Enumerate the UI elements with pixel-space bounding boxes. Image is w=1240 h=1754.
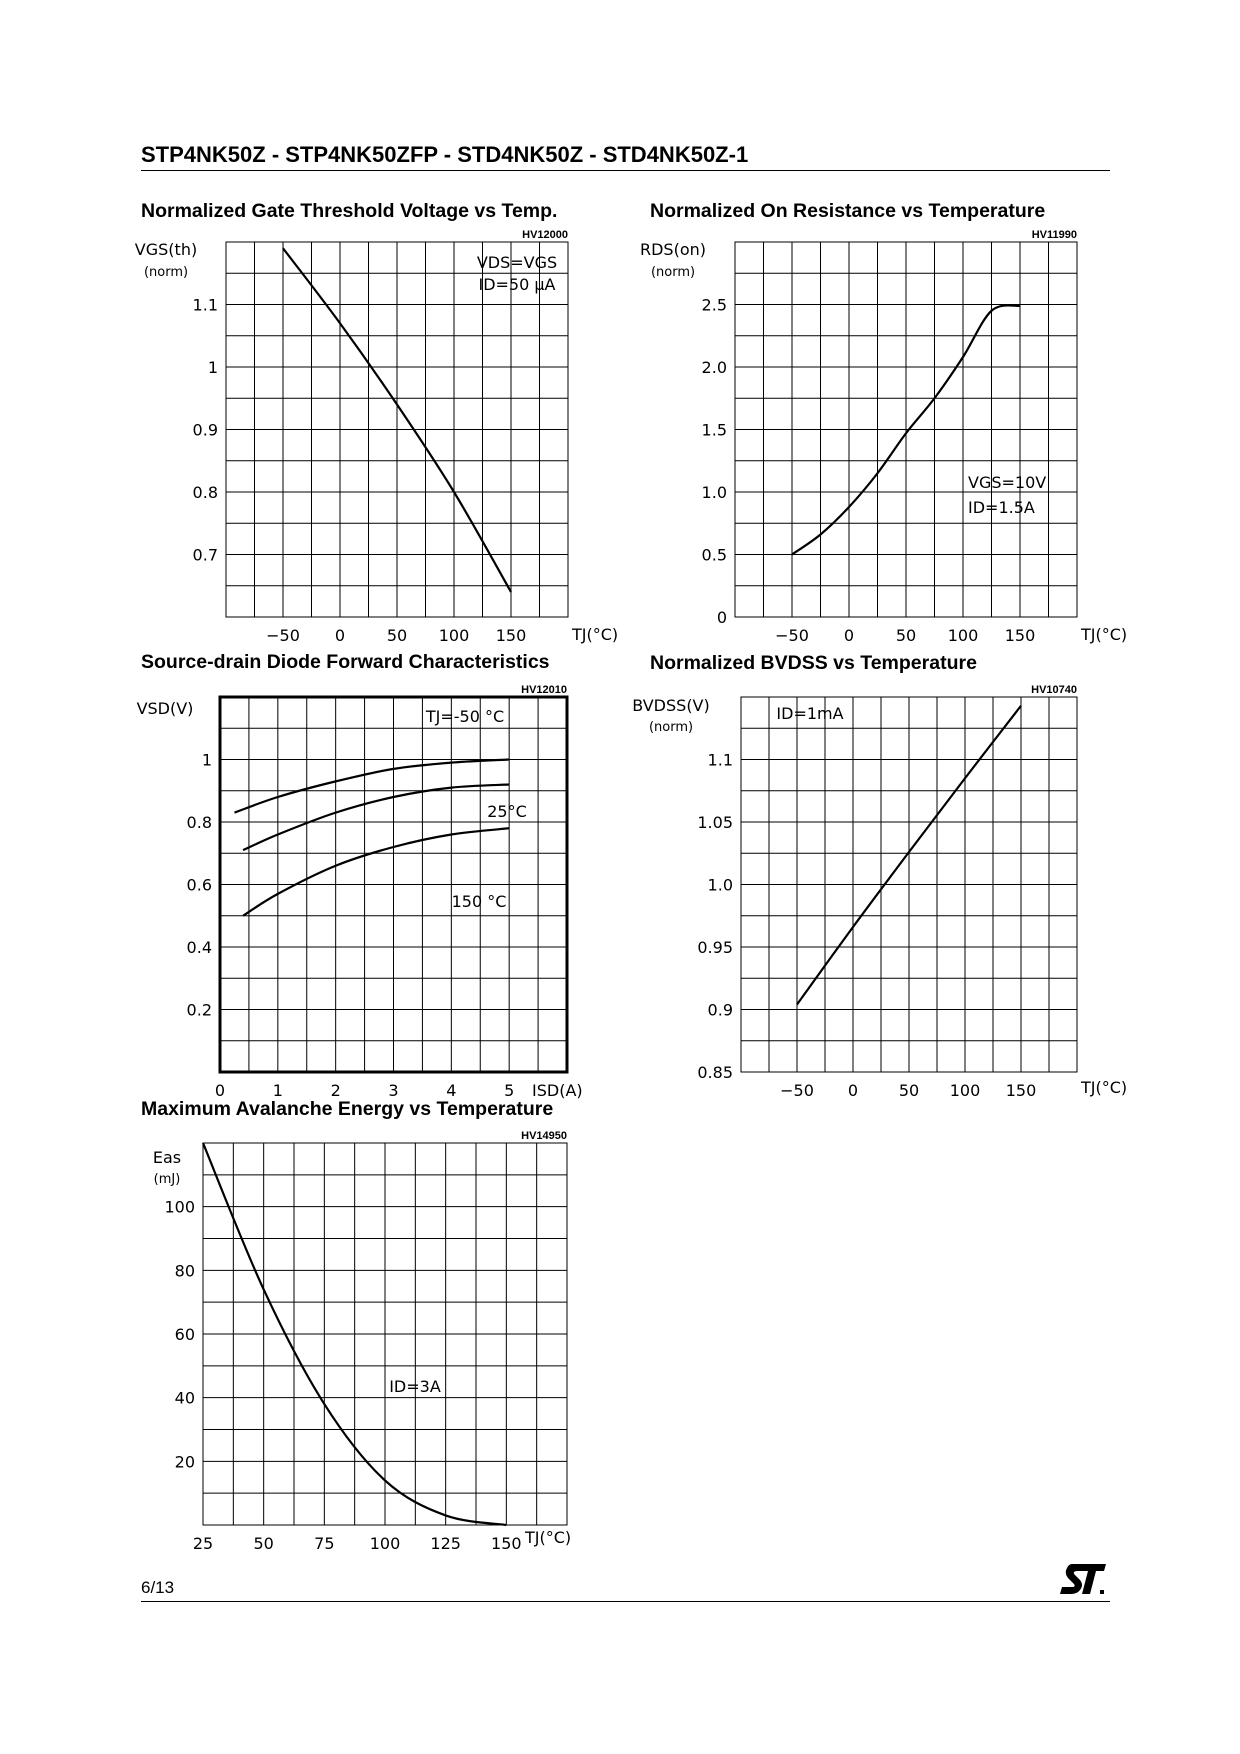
x-tick-label: 100 bbox=[949, 1081, 981, 1100]
footer-rule bbox=[141, 1601, 1110, 1602]
chart-annotation: ID=50 μA bbox=[478, 275, 556, 294]
y-tick-label: 0.2 bbox=[186, 1000, 212, 1020]
y-axis-label: Eas bbox=[152, 1148, 182, 1167]
x-tick-label: 1 bbox=[272, 1081, 283, 1100]
x-tick-label: 0 bbox=[214, 1081, 226, 1100]
figure-code: HV11990 bbox=[1031, 229, 1077, 241]
chart-annotation: ID=1.5A bbox=[968, 498, 1035, 517]
chart-annotation: ID=1mA bbox=[776, 704, 844, 723]
st-logo-icon bbox=[1058, 1562, 1108, 1596]
figure-code: HV12000 bbox=[522, 229, 568, 241]
x-tick-label: 2 bbox=[330, 1081, 341, 1100]
y-tick-label: 40 bbox=[174, 1388, 195, 1408]
y-tick-label: 0.85 bbox=[697, 1063, 733, 1082]
x-tick-label: −50 bbox=[266, 626, 300, 645]
chart-annotation: 25°C bbox=[487, 802, 527, 821]
x-tick-label: 150 bbox=[1005, 1081, 1037, 1100]
x-tick-label: −50 bbox=[780, 1081, 814, 1100]
y-axis-label: RDS(on) bbox=[639, 240, 707, 259]
chart-annotation: VGS=10V bbox=[968, 473, 1047, 492]
x-tick-label: 100 bbox=[369, 1534, 401, 1553]
y-tick-label: 0 bbox=[716, 608, 727, 627]
y-tick-label: 1.5 bbox=[701, 420, 727, 440]
x-tick-label: 100 bbox=[438, 626, 470, 645]
chart-title-bvdss: Normalized BVDSS vs Temperature bbox=[650, 652, 977, 674]
figure-code: HV14950 bbox=[521, 1130, 567, 1142]
y-tick-label: 0.8 bbox=[186, 813, 212, 832]
figure-code: HV12010 bbox=[521, 684, 567, 696]
y-tick-label: 0.4 bbox=[186, 938, 212, 957]
chart-annotation: TJ=-50 °C bbox=[425, 707, 505, 726]
x-tick-label: 0 bbox=[847, 1081, 859, 1100]
x-tick-label: 0 bbox=[334, 626, 346, 645]
chart-title-on-resistance: Normalized On Resistance vs Temperature bbox=[650, 200, 1046, 222]
y-tick-label: 0.7 bbox=[192, 545, 218, 565]
x-tick-label: 50 bbox=[386, 626, 408, 645]
y-tick-label: 1.05 bbox=[697, 813, 733, 832]
y-tick-label: 20 bbox=[174, 1452, 195, 1472]
x-tick-label: 4 bbox=[446, 1081, 457, 1100]
y-tick-label: 1.0 bbox=[707, 875, 733, 895]
x-tick-label: 50 bbox=[898, 1081, 920, 1100]
x-axis-label: TJ(°C) bbox=[525, 1528, 572, 1547]
x-tick-label: 100 bbox=[947, 626, 979, 645]
y-axis-label: BVDSS(V) bbox=[632, 696, 710, 715]
y-tick-label: 80 bbox=[174, 1261, 195, 1281]
y-tick-label: 0.5 bbox=[701, 545, 727, 565]
y-tick-label: 0.9 bbox=[707, 1000, 733, 1020]
chart-title-gate-threshold: Normalized Gate Threshold Voltage vs Temp. bbox=[141, 200, 558, 222]
x-tick-label: 150 bbox=[495, 626, 527, 645]
y-axis-label: (norm) bbox=[143, 265, 189, 280]
y-axis-label: (mJ) bbox=[153, 1172, 181, 1187]
x-tick-label: 0 bbox=[843, 626, 855, 645]
figure-code: HV10740 bbox=[1031, 684, 1077, 696]
y-tick-label: 0.9 bbox=[192, 420, 218, 440]
x-tick-label: 125 bbox=[430, 1534, 461, 1553]
chart-annotation: VDS=VGS bbox=[476, 253, 558, 272]
x-tick-label: 50 bbox=[253, 1534, 274, 1553]
y-tick-label: 1.1 bbox=[707, 750, 733, 770]
y-tick-label: 60 bbox=[174, 1325, 195, 1344]
x-tick-label: 5 bbox=[504, 1081, 515, 1100]
y-tick-label: 1.0 bbox=[701, 483, 727, 502]
x-tick-label: 150 bbox=[491, 1534, 522, 1553]
page-number: 6/13 bbox=[141, 1578, 175, 1597]
x-tick-label: 25 bbox=[192, 1534, 214, 1553]
x-axis-label: TJ(°C) bbox=[1081, 1078, 1128, 1097]
x-axis-label: ISD(A) bbox=[532, 1081, 583, 1100]
chart-title-diode-forward: Source-drain Diode Forward Characteristics bbox=[141, 651, 550, 673]
x-tick-label: 3 bbox=[388, 1081, 399, 1100]
y-tick-label: 0.6 bbox=[186, 875, 212, 895]
y-tick-label: 100 bbox=[164, 1197, 195, 1217]
x-tick-label: −50 bbox=[775, 626, 809, 645]
y-tick-label: 2.0 bbox=[701, 358, 727, 377]
y-axis-label: (norm) bbox=[650, 265, 696, 280]
y-axis-label: (norm) bbox=[648, 720, 694, 735]
y-tick-label: 0.95 bbox=[697, 938, 733, 957]
chart-annotation: ID=3A bbox=[389, 1377, 441, 1396]
x-tick-label: 150 bbox=[1004, 626, 1036, 645]
page-header-title: STP4NK50Z - STP4NK50ZFP - STD4NK50Z - STD4NK50Z-1 bbox=[141, 142, 749, 167]
y-axis-label: VSD(V) bbox=[136, 699, 194, 718]
x-axis-label: TJ(°C) bbox=[1081, 625, 1128, 644]
x-tick-label: 50 bbox=[895, 626, 917, 645]
x-axis-label: TJ(°C) bbox=[572, 625, 619, 644]
y-tick-label: 1 bbox=[207, 358, 218, 377]
y-tick-label: 2.5 bbox=[701, 295, 727, 315]
y-tick-label: 1 bbox=[201, 750, 212, 770]
chart-annotation: 150 °C bbox=[451, 892, 507, 911]
chart-title-avalanche-energy: Maximum Avalanche Energy vs Temperature bbox=[141, 1098, 554, 1120]
y-tick-label: 1.1 bbox=[192, 295, 218, 315]
x-tick-label: 75 bbox=[314, 1534, 335, 1553]
y-tick-label: 0.8 bbox=[192, 483, 218, 502]
y-axis-label: VGS(th) bbox=[134, 240, 198, 259]
